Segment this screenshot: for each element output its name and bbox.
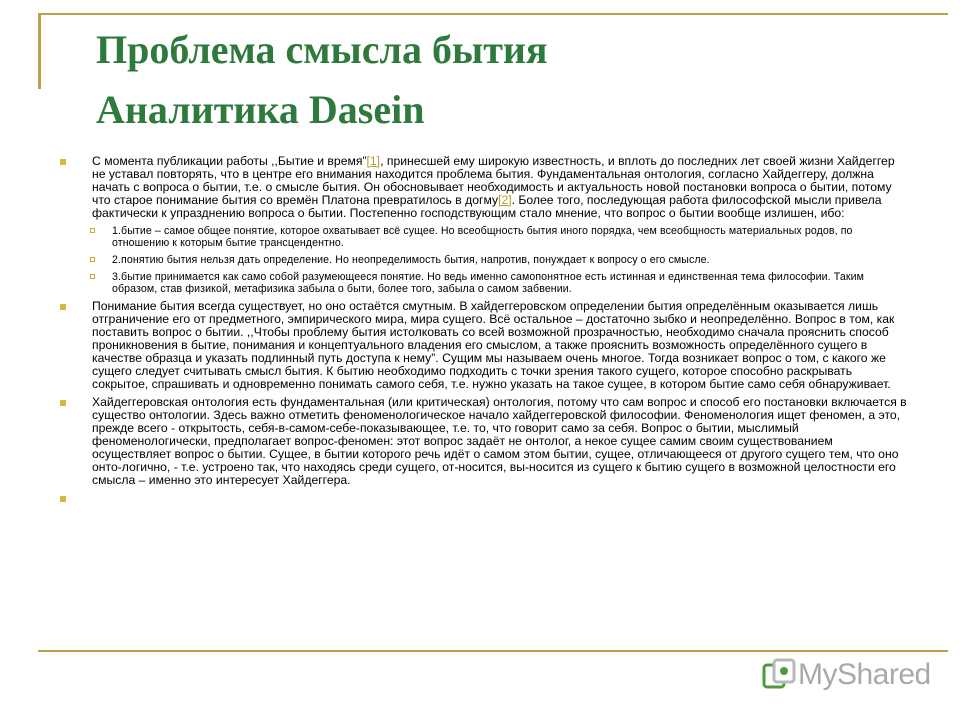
myshared-logo-text: MyShared (798, 658, 931, 691)
decorative-vertical-line (38, 13, 41, 89)
footnote-link-1[interactable]: [1] (366, 154, 381, 168)
square-bullet-icon (60, 304, 66, 310)
footnote-link-2[interactable]: [2] (498, 193, 512, 207)
bullet-item-4-empty (60, 492, 910, 505)
myshared-logo-icon (762, 657, 798, 693)
title-line-2: Аналитика Dasein (96, 87, 425, 132)
bullet-2-text: Понимание бытия всегда существует, но оно остаётся смутным. В хайдеггеровском определении бытия определённым оказывается лишь отграничение его от предметного, эмпирического мира, мира сущего. Всё остальное – достаточно зыбко и неопределённо. Вопрос в том, как поставить вопрос о бытии. ,,Чтобы проблему бытия истолковать со всей возможной прозрачностью, необходимо сначала прояснить способ проникновения в бытие, понимания и концептуального владения его смыслом, а также прояснить возможность определённого сущего в качестве образца и указать подлинный путь доступа к нему”. Сущим мы называем очень многое. Тогда возникает вопрос о том, с какого же сущего следует считывать смысл бытия. К бытию необходимо подходить с точки зрения такого сущего, которое способно раскрывать сокрытое, спрашивать и одновременно понимать самого себя, т.е. нужно указать на такое сущее, в котором бытие само себя обнаруживает. (92, 299, 895, 391)
slide-title (96, 20, 926, 140)
bullet-3-text: Хайдеггеровская онтология есть фундаментальная (или критическая) онтология, потому что сам вопрос и способ его постановки включается в существо онтологии. Здесь важно отметить феноменологическое начало хайдеггеровской философии. Феноменология ищет феномен, а это, прежде всего - открытость, себя-в-самом-себе-показывающее, т.е. то, что говорит само за себя. Вопрос о бытии, мыслимый феноменологически, предполагает вопрос-феномен: этот вопрос задаёт не онтолог, а некое сущее самим своим существованием осуществляет вопрос о бытии. Сущее, в бытии которого речь идёт о самом этом бытии, сущее, отличающееся от другого сущего тем, что оно онто-логично, - т.е. устроено так, что находясь среди сущего, от-носится, вы-носится из сущего к бытию сущего в возможной целостности его смысла – именно это интересует Хайдеггера. (92, 395, 907, 487)
square-bullet-icon (60, 159, 66, 165)
bullet-1-text-c: . Более того, последующая работа философской мысли привела фактически к упразднению вопроса о бытии. Постепенно господствующим стало мнение, что вопрос о бытии вообще излишен, ибо: (92, 193, 882, 220)
bullet-1-text-b: , принесшей ему широкую известность, и вплоть до последних лет своей жизни Хайдеггер не уставал повторять, что в центре его внимания находится проблема бытия. Фундаментальная онтология, согласно Хайдеггеру, должна начать с вопроса о бытии, т.е. о смысле бытия. Он обосновывает необходимость и актуальность новой постановки вопроса о бытии, потому что старое понимание бытия со времён Платона превратилось в догму (92, 154, 895, 207)
hollow-square-bullet-icon (90, 274, 95, 279)
bullet-item-3 (60, 396, 910, 487)
bullet-item-1 (60, 155, 910, 220)
sub-item-3-text: 3.бытие принимается как само собой разумеющееся понятие. Но ведь именно самопонятное есть истинная и единственная тема философии. Таким образом, став физикой, метафизика забыла о быти, более того, забыла о самом забвении. (112, 271, 864, 295)
sub-item-2 (60, 254, 910, 266)
title-line-1: Проблема смысла бытия (96, 27, 548, 72)
hollow-square-bullet-icon (90, 257, 95, 262)
bullet-1-text-a: С момента публикации работы ,,Бытие и время” (92, 154, 367, 168)
sub-item-1 (60, 225, 910, 249)
square-bullet-icon (60, 496, 66, 502)
sub-item-3 (60, 271, 910, 295)
decorative-bottom-line (38, 650, 948, 652)
decorative-top-line (38, 13, 948, 15)
square-bullet-icon (60, 400, 66, 406)
bullet-item-2 (60, 300, 910, 391)
myshared-logo (762, 655, 932, 695)
hollow-square-bullet-icon (90, 228, 95, 233)
sub-item-2-text: 2.понятию бытия нельзя дать определение. Но неопределимость бытия, напротив, понуждает к вопросу о его смысле. (112, 254, 710, 266)
slide-content (60, 155, 910, 510)
sub-item-1-text: 1.бытие – самое общее понятие, которое охватывает всё сущее. Но всеобщность бытия иного порядка, чем всеобщность материальных родов, по отношению к которым бытие трансцендентно. (112, 225, 853, 249)
